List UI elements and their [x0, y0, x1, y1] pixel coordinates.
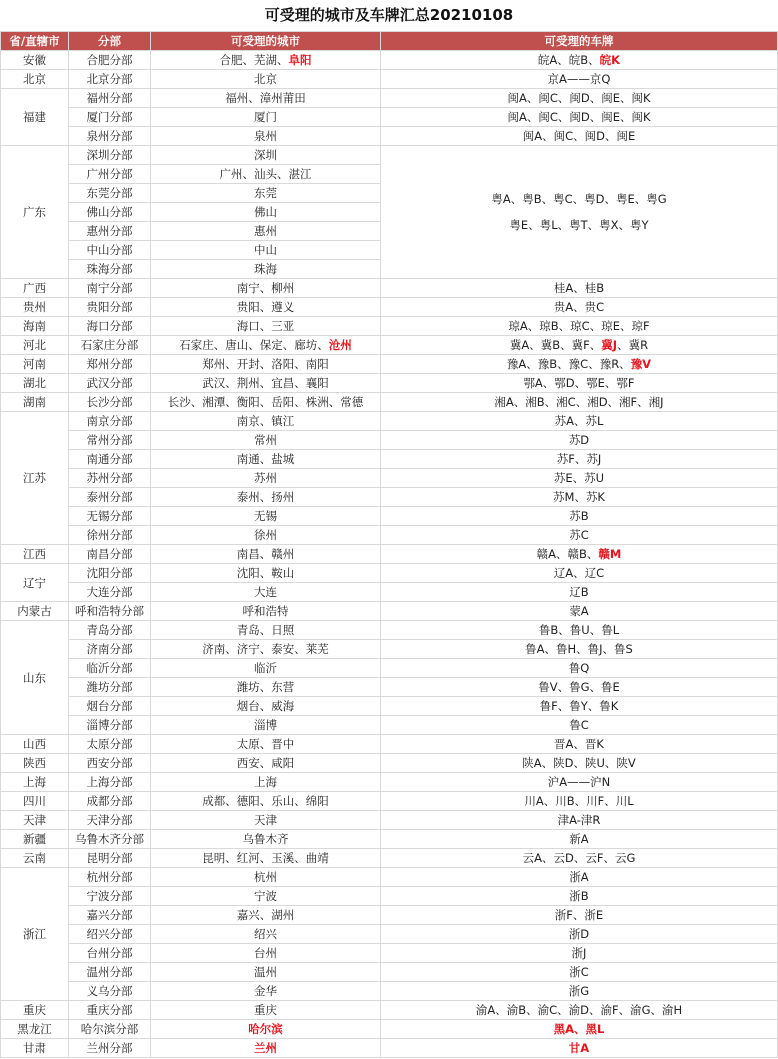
- cities-cell: 深圳: [151, 146, 381, 165]
- province-cell: 甘肃: [1, 1039, 69, 1058]
- cities-cell: 泰州、扬州: [151, 488, 381, 507]
- cities-cell: 南京、镇江: [151, 412, 381, 431]
- province-cell: 广西: [1, 279, 69, 298]
- table-row: [1, 374, 778, 393]
- plates-cell: 浙G: [381, 982, 778, 1001]
- cities-cell: 沈阳、鞍山: [151, 564, 381, 583]
- table-row: [1, 564, 778, 583]
- table-row: [1, 792, 778, 811]
- branch-cell: 杭州分部: [69, 868, 151, 887]
- branch-cell: 惠州分部: [69, 222, 151, 241]
- cities-cell: 淄博: [151, 716, 381, 735]
- plates-cell: 鄂A、鄂D、鄂E、鄂F: [381, 374, 778, 393]
- branch-cell: 青岛分部: [69, 621, 151, 640]
- province-cell: 湖南: [1, 393, 69, 412]
- highlight-plate: 赣M: [598, 547, 622, 561]
- highlight-plate: 皖K: [599, 53, 621, 67]
- table-row: [1, 944, 778, 963]
- cities-cell: 宁波: [151, 887, 381, 906]
- branch-cell: 台州分部: [69, 944, 151, 963]
- table-row: [1, 735, 778, 754]
- branch-cell: 长沙分部: [69, 393, 151, 412]
- province-cell: 海南: [1, 317, 69, 336]
- cities-cell: 呼和浩特: [151, 602, 381, 621]
- cities-cell: 惠州: [151, 222, 381, 241]
- cities-cell: 中山: [151, 241, 381, 260]
- table-row: [1, 526, 778, 545]
- table-row: [1, 450, 778, 469]
- table-row: [1, 849, 778, 868]
- plates-cell: [381, 355, 778, 374]
- cities-cell: 贵阳、遵义: [151, 298, 381, 317]
- branch-cell: 贵阳分部: [69, 298, 151, 317]
- branch-cell: 义乌分部: [69, 982, 151, 1001]
- province-cell: 天津: [1, 811, 69, 830]
- cities-cell: 金华: [151, 982, 381, 1001]
- province-cell: 北京: [1, 70, 69, 89]
- province-cell: 福建: [1, 89, 69, 146]
- branch-cell: 临沂分部: [69, 659, 151, 678]
- plates-cell: 沪A——沪N: [381, 773, 778, 792]
- branch-cell: 太原分部: [69, 735, 151, 754]
- plates-cell: 陕A、陕D、陕U、陕V: [381, 754, 778, 773]
- table-row: [1, 697, 778, 716]
- province-cell: 新疆: [1, 830, 69, 849]
- table-row: [1, 51, 778, 70]
- cities-cell: [151, 336, 381, 355]
- plates-cell: 苏F、苏J: [381, 450, 778, 469]
- plates-cell: 苏A、苏L: [381, 412, 778, 431]
- plates-cell: [381, 336, 778, 355]
- branch-cell: 温州分部: [69, 963, 151, 982]
- table-row: [1, 659, 778, 678]
- plates-cell: 云A、云D、云F、云G: [381, 849, 778, 868]
- cities-cell: 郑州、开封、洛阳、南阳: [151, 355, 381, 374]
- table-row: [1, 336, 778, 355]
- table-row: [1, 830, 778, 849]
- table-row: [1, 716, 778, 735]
- cities-cell: 佛山: [151, 203, 381, 222]
- province-cell: 山西: [1, 735, 69, 754]
- branch-cell: 宁波分部: [69, 887, 151, 906]
- branch-cell: 兰州分部: [69, 1039, 151, 1058]
- cities-text: 合肥、芜湖、: [219, 53, 289, 67]
- branch-cell: 合肥分部: [69, 51, 151, 70]
- plates-text-2: 、冀R: [617, 338, 649, 352]
- plates-cell: 苏D: [381, 431, 778, 450]
- table-row: [1, 393, 778, 412]
- branch-cell: 重庆分部: [69, 1001, 151, 1020]
- branch-cell: 昆明分部: [69, 849, 151, 868]
- branch-cell: 天津分部: [69, 811, 151, 830]
- plates-cell: 浙J: [381, 944, 778, 963]
- plates-cell: 蒙A: [381, 602, 778, 621]
- table-row: [1, 317, 778, 336]
- cities-cell: 嘉兴、湖州: [151, 906, 381, 925]
- province-cell: 陕西: [1, 754, 69, 773]
- plates-cell: 浙F、浙E: [381, 906, 778, 925]
- cities-cell: 北京: [151, 70, 381, 89]
- branch-cell: 广州分部: [69, 165, 151, 184]
- province-cell: 黑龙江: [1, 1020, 69, 1039]
- branch-cell: 福州分部: [69, 89, 151, 108]
- plates-cell: 津A-津R: [381, 811, 778, 830]
- header-province: 省/直辖市: [1, 32, 69, 51]
- plates-cell: 鲁Q: [381, 659, 778, 678]
- branch-cell: 南宁分部: [69, 279, 151, 298]
- plates-text: 赣A、赣B、: [536, 547, 599, 561]
- cities-cell: [151, 51, 381, 70]
- table-row: [1, 279, 778, 298]
- branch-cell: 乌鲁木齐分部: [69, 830, 151, 849]
- branch-cell: 大连分部: [69, 583, 151, 602]
- plates-cell: 闽A、闽C、闽D、闽E、闽K: [381, 108, 778, 127]
- province-cell: 河北: [1, 336, 69, 355]
- branch-cell: 武汉分部: [69, 374, 151, 393]
- page-title: 可受理的城市及车牌汇总20210108: [264, 6, 514, 24]
- table-row: [1, 108, 778, 127]
- plates-cell: 苏E、苏U: [381, 469, 778, 488]
- plates-cell: 渝A、渝B、渝C、渝D、渝F、渝G、渝H: [381, 1001, 778, 1020]
- plates-text: 豫A、豫B、豫C、豫R、: [506, 357, 631, 371]
- cities-cell: 台州: [151, 944, 381, 963]
- cities-cell: 福州、漳州莆田: [151, 89, 381, 108]
- branch-cell: 佛山分部: [69, 203, 151, 222]
- plates-cell: 琼A、琼B、琼C、琼E、琼F: [381, 317, 778, 336]
- plates-cell: 鲁F、鲁Y、鲁K: [381, 697, 778, 716]
- table-row: [1, 754, 778, 773]
- plates-cell: 川A、川B、川F、川L: [381, 792, 778, 811]
- branch-cell: 南昌分部: [69, 545, 151, 564]
- province-cell: 江苏: [1, 412, 69, 545]
- branch-cell: 上海分部: [69, 773, 151, 792]
- cities-cell: 乌鲁木齐: [151, 830, 381, 849]
- cities-cell: 哈尔滨: [151, 1020, 381, 1039]
- branch-cell: 北京分部: [69, 70, 151, 89]
- province-cell: 重庆: [1, 1001, 69, 1020]
- table-row: [1, 811, 778, 830]
- province-cell: 贵州: [1, 298, 69, 317]
- cities-cell: 温州: [151, 963, 381, 982]
- plates-cell: 鲁A、鲁H、鲁J、鲁S: [381, 640, 778, 659]
- plates-cell: 京A——京Q: [381, 70, 778, 89]
- table-row: [1, 298, 778, 317]
- cities-text: 石家庄、唐山、保定、廊坊、: [179, 338, 329, 352]
- table-row: [1, 355, 778, 374]
- cities-cell: 厦门: [151, 108, 381, 127]
- plates-cell: 桂A、桂B: [381, 279, 778, 298]
- cities-cell: 成都、德阳、乐山、绵阳: [151, 792, 381, 811]
- province-cell: 云南: [1, 849, 69, 868]
- cities-cell: 常州: [151, 431, 381, 450]
- cities-cell: 潍坊、东营: [151, 678, 381, 697]
- header-cities: 可受理的城市: [151, 32, 381, 51]
- province-cell: 安徽: [1, 51, 69, 70]
- cities-cell: 南通、盐城: [151, 450, 381, 469]
- city-plate-table: [0, 31, 778, 1058]
- cities-cell: 珠海: [151, 260, 381, 279]
- table-row: [1, 469, 778, 488]
- table-row: [1, 146, 778, 165]
- cities-cell: 太原、晋中: [151, 735, 381, 754]
- highlight-city: 沧州: [328, 338, 352, 352]
- plates-cell: 闽A、闽C、闽D、闽E: [381, 127, 778, 146]
- highlight-plate: 豫V: [630, 357, 652, 371]
- plates-cell: 苏C: [381, 526, 778, 545]
- branch-cell: 泰州分部: [69, 488, 151, 507]
- plates-cell: 苏B: [381, 507, 778, 526]
- province-cell: 辽宁: [1, 564, 69, 602]
- plates-cell: 辽B: [381, 583, 778, 602]
- branch-cell: 济南分部: [69, 640, 151, 659]
- branch-cell: 石家庄分部: [69, 336, 151, 355]
- branch-cell: 深圳分部: [69, 146, 151, 165]
- cities-cell: 临沂: [151, 659, 381, 678]
- branch-cell: 东莞分部: [69, 184, 151, 203]
- branch-cell: 苏州分部: [69, 469, 151, 488]
- cities-cell: 海口、三亚: [151, 317, 381, 336]
- table-row: [1, 431, 778, 450]
- cities-cell: 重庆: [151, 1001, 381, 1020]
- plates-text: 冀A、冀B、冀F、: [509, 338, 602, 352]
- cities-cell: 济南、济宁、泰安、莱芜: [151, 640, 381, 659]
- plates-cell: 苏M、苏K: [381, 488, 778, 507]
- branch-cell: 沈阳分部: [69, 564, 151, 583]
- province-cell: 江西: [1, 545, 69, 564]
- table-row: [1, 640, 778, 659]
- province-cell: 山东: [1, 621, 69, 735]
- province-cell: 湖北: [1, 374, 69, 393]
- branch-cell: 南京分部: [69, 412, 151, 431]
- table-row: [1, 127, 778, 146]
- province-cell: 上海: [1, 773, 69, 792]
- table-row: [1, 678, 778, 697]
- plates-text: 皖A、皖B、: [537, 53, 600, 67]
- branch-cell: 绍兴分部: [69, 925, 151, 944]
- cities-cell: 杭州: [151, 868, 381, 887]
- table-row: [1, 1039, 778, 1058]
- cities-cell: 绍兴: [151, 925, 381, 944]
- branch-cell: 哈尔滨分部: [69, 1020, 151, 1039]
- plates-cell: 湘A、湘B、湘C、湘D、湘F、湘J: [381, 393, 778, 412]
- table-row: [1, 982, 778, 1001]
- cities-cell: 烟台、威海: [151, 697, 381, 716]
- province-cell: 四川: [1, 792, 69, 811]
- table-row: [1, 925, 778, 944]
- plates-cell: 鲁B、鲁U、鲁L: [381, 621, 778, 640]
- cities-cell: 南昌、赣州: [151, 545, 381, 564]
- table-row: [1, 868, 778, 887]
- branch-cell: 无锡分部: [69, 507, 151, 526]
- highlight-city: 阜阳: [288, 53, 312, 67]
- plates-line-2: 粤E、粤L、粤T、粤X、粤Y: [509, 218, 649, 232]
- branch-cell: 常州分部: [69, 431, 151, 450]
- plates-cell: 鲁C: [381, 716, 778, 735]
- cities-cell: 南宁、柳州: [151, 279, 381, 298]
- branch-cell: 呼和浩特分部: [69, 602, 151, 621]
- cities-cell: 兰州: [151, 1039, 381, 1058]
- table-row: [1, 583, 778, 602]
- cities-cell: 武汉、荆州、宜昌、襄阳: [151, 374, 381, 393]
- province-cell: 内蒙古: [1, 602, 69, 621]
- branch-cell: 徐州分部: [69, 526, 151, 545]
- plates-cell: 贵A、贵C: [381, 298, 778, 317]
- table-row: [1, 70, 778, 89]
- branch-cell: 西安分部: [69, 754, 151, 773]
- table-row: [1, 507, 778, 526]
- cities-cell: 天津: [151, 811, 381, 830]
- plates-cell: 黑A、黑L: [381, 1020, 778, 1039]
- table-row: [1, 488, 778, 507]
- cities-cell: 广州、汕头、湛江: [151, 165, 381, 184]
- plates-cell: 浙C: [381, 963, 778, 982]
- plates-cell: 浙A: [381, 868, 778, 887]
- plates-cell: 闽A、闽C、闽D、闽E、闽K: [381, 89, 778, 108]
- branch-cell: 厦门分部: [69, 108, 151, 127]
- cities-cell: 西安、咸阳: [151, 754, 381, 773]
- branch-cell: 南通分部: [69, 450, 151, 469]
- table-row: [1, 89, 778, 108]
- header-row: [1, 32, 778, 51]
- plates-cell: 鲁V、鲁G、鲁E: [381, 678, 778, 697]
- plates-cell: [381, 146, 778, 279]
- plates-cell: [381, 51, 778, 70]
- plates-cell: 浙D: [381, 925, 778, 944]
- cities-cell: 徐州: [151, 526, 381, 545]
- cities-cell: 昆明、红河、玉溪、曲靖: [151, 849, 381, 868]
- table-row: [1, 963, 778, 982]
- plates-line-1: 粤A、粤B、粤C、粤D、粤E、粤G: [491, 192, 667, 206]
- branch-cell: 淄博分部: [69, 716, 151, 735]
- table-row: [1, 773, 778, 792]
- plates-cell: 晋A、晋K: [381, 735, 778, 754]
- plates-cell: 甘A: [381, 1039, 778, 1058]
- table-row: [1, 906, 778, 925]
- table-row: [1, 1001, 778, 1020]
- table-row: [1, 887, 778, 906]
- plates-cell: [381, 545, 778, 564]
- header-branch: 分部: [69, 32, 151, 51]
- cities-cell: 上海: [151, 773, 381, 792]
- branch-cell: 烟台分部: [69, 697, 151, 716]
- cities-cell: 长沙、湘潭、衡阳、岳阳、株洲、常德: [151, 393, 381, 412]
- branch-cell: 成都分部: [69, 792, 151, 811]
- header-plates: 可受理的车牌: [381, 32, 778, 51]
- table-row: [1, 412, 778, 431]
- plates-cell: 辽A、辽C: [381, 564, 778, 583]
- branch-cell: 郑州分部: [69, 355, 151, 374]
- branch-cell: 珠海分部: [69, 260, 151, 279]
- province-cell: 广东: [1, 146, 69, 279]
- province-cell: 浙江: [1, 868, 69, 1001]
- cities-cell: 无锡: [151, 507, 381, 526]
- branch-cell: 海口分部: [69, 317, 151, 336]
- table-row: [1, 602, 778, 621]
- branch-cell: 中山分部: [69, 241, 151, 260]
- cities-cell: 东莞: [151, 184, 381, 203]
- table-row: [1, 1020, 778, 1039]
- cities-cell: 青岛、日照: [151, 621, 381, 640]
- plates-cell: 新A: [381, 830, 778, 849]
- cities-cell: 大连: [151, 583, 381, 602]
- cities-cell: 苏州: [151, 469, 381, 488]
- branch-cell: 泉州分部: [69, 127, 151, 146]
- highlight-plate: 冀J: [601, 338, 618, 352]
- branch-cell: 潍坊分部: [69, 678, 151, 697]
- table-row: [1, 545, 778, 564]
- table-row: [1, 621, 778, 640]
- branch-cell: 嘉兴分部: [69, 906, 151, 925]
- plates-cell: 浙B: [381, 887, 778, 906]
- cities-cell: 泉州: [151, 127, 381, 146]
- province-cell: 河南: [1, 355, 69, 374]
